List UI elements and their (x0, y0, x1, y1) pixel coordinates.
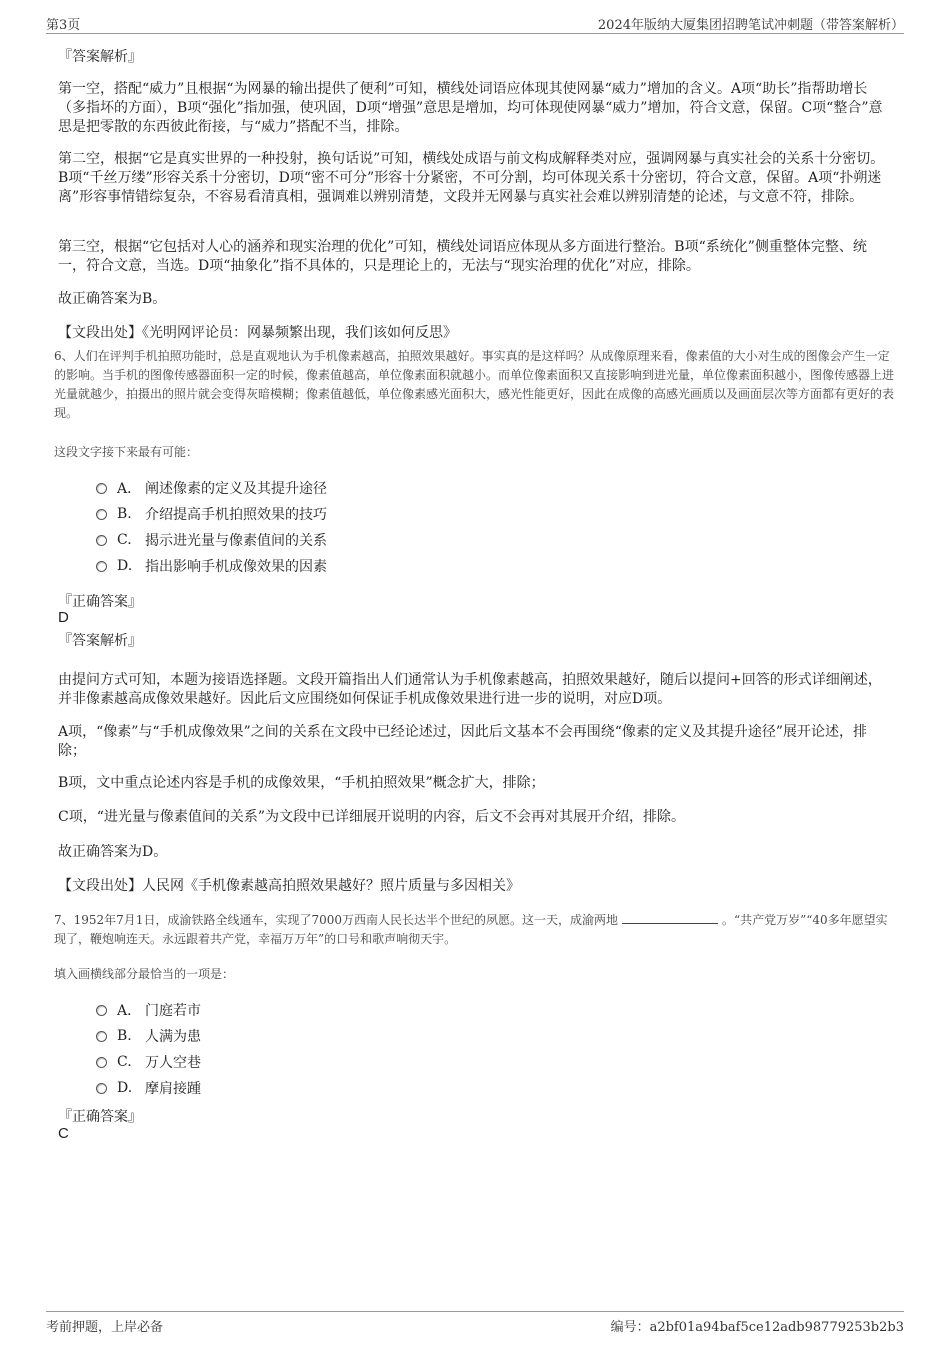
analysis-paragraph: A项，“像素”与“手机成像效果”之间的关系在文段中已经论述过，因此后文基本不会再围绕“像素的定义及其提升途径”展开论述，排除； (58, 724, 868, 759)
footer-slogan: 考前押题，上岸必备 (46, 1320, 164, 1335)
option-letter: D. (117, 558, 133, 574)
correct-answer-tag: 『正确答案』 (58, 594, 142, 610)
analysis-paragraph: C项，“进光量与像素值间的关系”为文段中已详细展开说明的内容，后文不会再对其展开介绍，排除。 (58, 809, 686, 825)
question-text (54, 911, 894, 949)
analysis-paragraph: 第二空，根据“它是真实世界的一种投射，换句话说”可知，横线处成语与前文构成解释类对应，强调网暴与真实社会的关系十分密切。B项“千丝万缕”形容关系十分密切，D项“密不可分”形容十分紧密，不可分割，均可体现关系十分密切，符合文意，保留。A项“扑朔迷离”形容事情错综复杂，不容易看清真相，强调难以辨别清楚，文段并无网暴与真实社会难以辨别清楚的论述，与文意不符，排除。 (58, 151, 885, 205)
question-text-part: 7、1952年7月1日，成渝铁路全线通车，实现了7000万西南人民长达半个世纪的夙愿。这一天，成渝两地 (54, 913, 618, 927)
radio-icon[interactable] (96, 509, 107, 520)
radio-icon[interactable] (96, 1083, 107, 1094)
document-id: 编号：a2bf01a94baf5ce12adb98779253b2b3 (610, 1320, 904, 1335)
option-d[interactable] (96, 1078, 201, 1098)
conclusion: 故正确答案为B。 (58, 291, 167, 307)
option-b[interactable] (96, 504, 327, 524)
radio-icon[interactable] (96, 535, 107, 546)
radio-icon[interactable] (96, 483, 107, 494)
analysis-tag: 『答案解析』 (58, 49, 142, 65)
option-letter: B. (117, 1028, 132, 1044)
option-a[interactable] (96, 478, 327, 498)
option-text: 万人空巷 (145, 1055, 201, 1071)
conclusion: 故正确答案为D。 (58, 844, 168, 860)
option-letter: B. (117, 506, 132, 522)
analysis-paragraph: 由提问方式可知，本题为接语选择题。文段开篇指出人们通常认为手机像素越高，拍照效果越好，随后以提问+回答的形式详细阐述，并非像素越高成像效果越好。因此后文应围绕如何保证手机成像效果进行进一步的说明，对应D项。 (58, 672, 882, 707)
analysis-paragraph: B项，文中重点论述内容是手机的成像效果，“手机拍照效果”概念扩大，排除； (58, 775, 545, 791)
radio-icon[interactable] (96, 1031, 107, 1042)
option-a[interactable] (96, 1000, 201, 1020)
analysis-tag: 『答案解析』 (58, 633, 142, 649)
radio-icon[interactable] (96, 1057, 107, 1068)
option-text: 揭示进光量与像素值间的关系 (145, 533, 327, 549)
option-text: 人满为患 (145, 1029, 201, 1045)
question-text: 6、人们在评判手机拍照功能时，总是直观地认为手机像素越高，拍照效果越好。事实真的是这样吗？从成像原理来看，像素值的大小对生成的图像会产生一定的影响。当手机的图像传感器面积一定的时候，像素值越高，单位像素面积就越小。而单位像素面积又直接影响到进光量，单位像素面积越小，图像传感器上进光量就越少，拍摄出的照片就会变得灰暗模糊；像素值越低，单位像素感光面积大，感光性能更好，因此在成像的高感光画质以及画面层次等方面都有更好的表现。 (54, 349, 895, 420)
option-letter: C. (117, 1054, 132, 1070)
header-divider (46, 33, 904, 34)
question-text-part: 。“共产党万岁”“40多年愿望实现了，鞭炮响连天。永远跟着共产党，幸福万万年”的口号和歌声响彻天宇。 (54, 913, 888, 946)
option-text: 阐述像素的定义及其提升途径 (145, 481, 327, 497)
option-letter: D. (117, 1080, 133, 1096)
analysis-paragraph: 第一空，搭配“威力”且根据“为网暴的输出提供了便利”可知，横线处词语应体现其使网暴“威力”增加的含义。A项“助长”指帮助增长（多指坏的方面），B项“强化”指加强，使巩固，D项“增强”意思是增加，均可体现使网暴“威力”增加，符合文意，保留。C项“整合”意思是把零散的东西彼此衔接，与“威力”搭配不当，排除。 (58, 81, 883, 135)
correct-answer: D (58, 609, 69, 626)
analysis-paragraph: 第三空，根据“它包括对人心的涵养和现实治理的优化”可知，横线处词语应体现从多方面进行整治。B项“系统化”侧重整体完整、统一，符合文意，当选。D项“抽象化”指不具体的，只是理论上的，无法与“现实治理的优化”对应，排除。 (58, 239, 867, 274)
correct-answer: C (58, 1125, 69, 1142)
option-letter: A． (117, 481, 142, 497)
document-title: 2024年版纳大厦集团招聘笔试冲刺题（带答案解析） (597, 18, 904, 33)
option-text: 指出影响手机成像效果的因素 (145, 559, 327, 575)
option-b[interactable] (96, 1026, 201, 1046)
correct-answer-tag: 『正确答案』 (58, 1109, 142, 1125)
option-c[interactable] (96, 1052, 201, 1072)
page-number: 第3页 (46, 18, 81, 33)
source-citation: 【文段出处】人民网《手机像素越高拍照效果越好？照片质量与多因相关》 (58, 878, 520, 894)
option-c[interactable] (96, 530, 327, 550)
option-letter: C. (117, 532, 132, 548)
question-prompt: 填入画横线部分最恰当的一项是： (54, 967, 235, 981)
radio-icon[interactable] (96, 1005, 107, 1016)
option-text: 介绍提高手机拍照效果的技巧 (145, 507, 327, 523)
option-text: 门庭若市 (145, 1003, 201, 1019)
option-text: 摩肩接踵 (145, 1081, 201, 1097)
blank-line (622, 911, 718, 924)
question-prompt: 这段文字接下来最有可能： (54, 445, 199, 459)
source-citation: 【文段出处】《光明网评论员：网暴频繁出现，我们该如何反思》 (58, 325, 457, 341)
option-letter: A． (117, 1003, 142, 1019)
footer-divider (46, 1311, 904, 1312)
radio-icon[interactable] (96, 561, 107, 572)
option-d[interactable] (96, 556, 327, 576)
